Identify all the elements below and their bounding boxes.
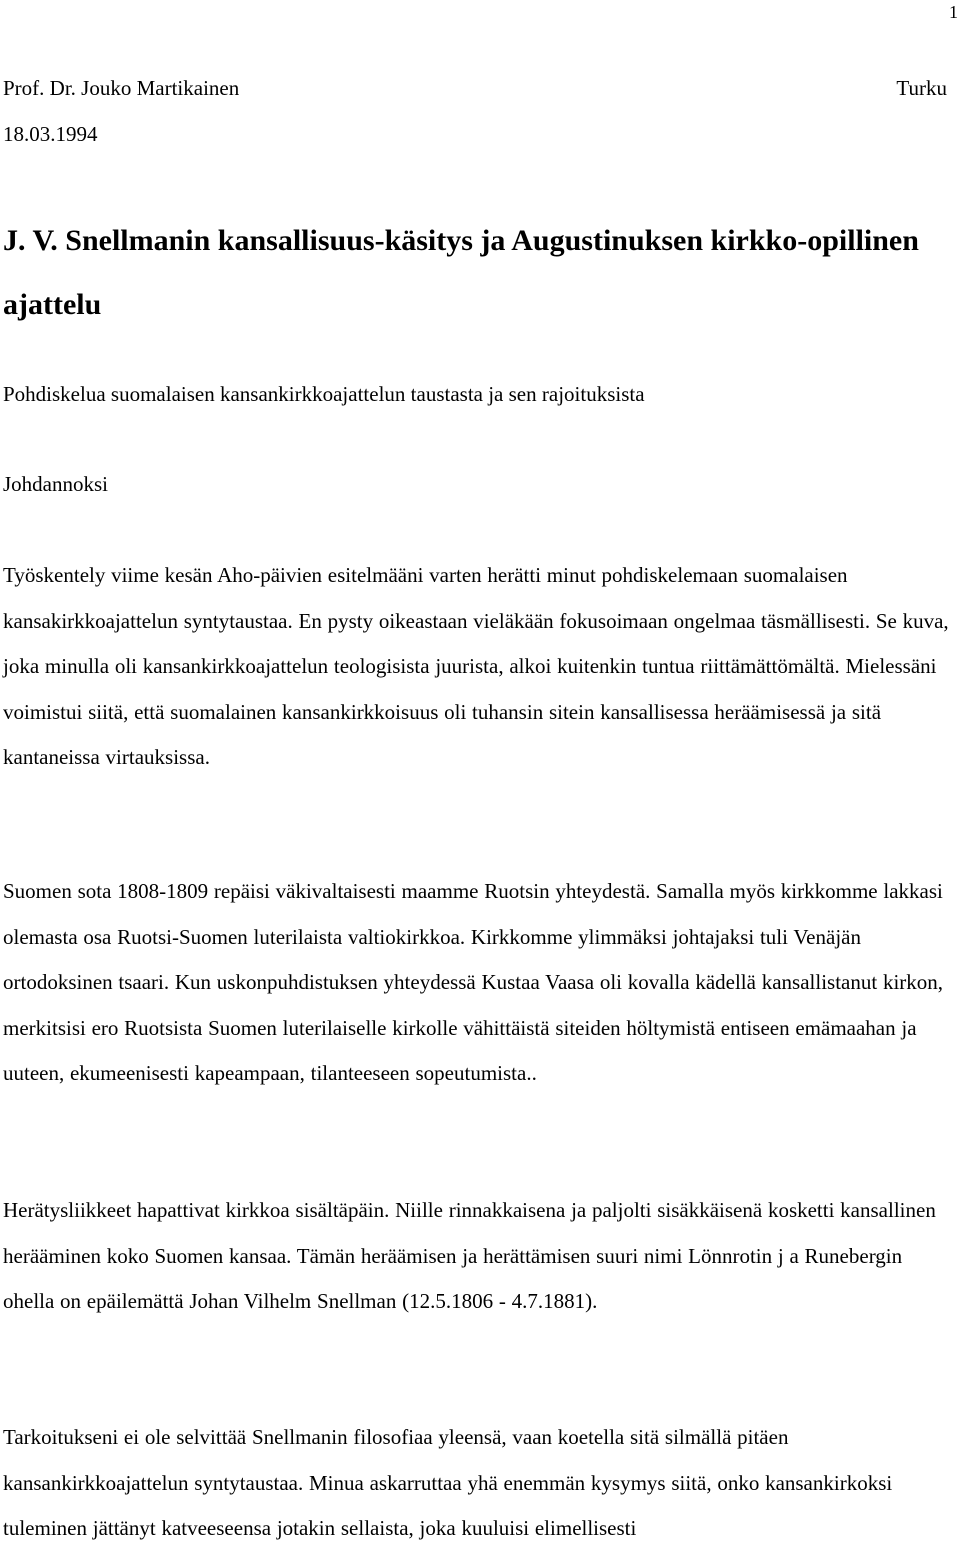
paragraph-1: Työskentely viime kesän Aho-päivien esitelmääni varten herätti minut pohdiskelemaan suomalaisen kansakirkkoajattelun syntytaustaa. En pysty oikeastaan vieläkään fokusoimaan ongelmaa täsmällisesti. Se kuva, joka minulla oli kansankirkkoajattelun teologisista juurista, alkoi kuitenkin tuntua riittämättömältä. Mielessäni voimistui siitä, että suomalainen kansankirkkoisuus oli tuhansin sitein kansallisessa heräämisessä ja sitä kantaneissa virtauksissa. [3,563,949,770]
paragraph-3: Herätysliikkeet hapattivat kirkkoa sisältäpäin. Niille rinnakkaisena ja paljolti sisäkkäisenä kosketti kansallinen herääminen koko Suomen kansaa. Tämän heräämisen ja herättämisen suuri nimi Lönnrotin j a Runebergin ohella on epäilemättä Johan Vilhelm Snellman (12.5.1806 - 4.7.1881). [3,1198,936,1314]
document-title: J. V. Snellmanin kansallisuus-käsitys ja Augustinuksen kirkko-opillinen ajattelu [3,224,919,321]
document-header [3,76,947,100]
document-subtitle: Pohdiskelua suomalaisen kansankirkkoajattelun taustasta ja sen rajoituksista [3,382,645,406]
page-number: 1 [949,2,958,22]
section-heading: Johdannoksi [3,472,108,496]
document-date: 18.03.1994 [3,122,98,146]
author-name: Prof. Dr. Jouko Martikainen [3,76,240,100]
paragraph-2: Suomen sota 1808-1809 repäisi väkivaltaisesti maamme Ruotsin yhteydestä. Samalla myös kirkkomme lakkasi olemasta osa Ruotsi-Suomen luterilaista valtiokirkkoa. Kirkkomme ylimmäksi johtajaksi tuli Venäjän ortodoksinen tsaari. Kun uskonpuhdistuksen yhteydessä Kustaa Vaasa oli kovalla kädellä kansallistanut kirkon, merkitsisi ero Ruotsista Suomen luterilaiselle kirkolle vähittäistä siteiden höltymistä entiseen emämaahan ja uuteen, ekumeenisesti kapeampaan, tilanteeseen sopeutumista.. [3,879,944,1086]
paragraph-4: Tarkoitukseni ei ole selvittää Snellmanin filosofiaa yleensä, vaan koetella sitä silmällä pitäen kansankirkkoajattelun syntytaustaa. Minua askarruttaa yhä enemmän kysymys siitä, onko kansankirkoksi tuleminen jättänyt katveeseensa jotakin sellaista, joka kuuluisi elimellisesti [3,1425,893,1541]
place-name: Turku [896,76,947,100]
